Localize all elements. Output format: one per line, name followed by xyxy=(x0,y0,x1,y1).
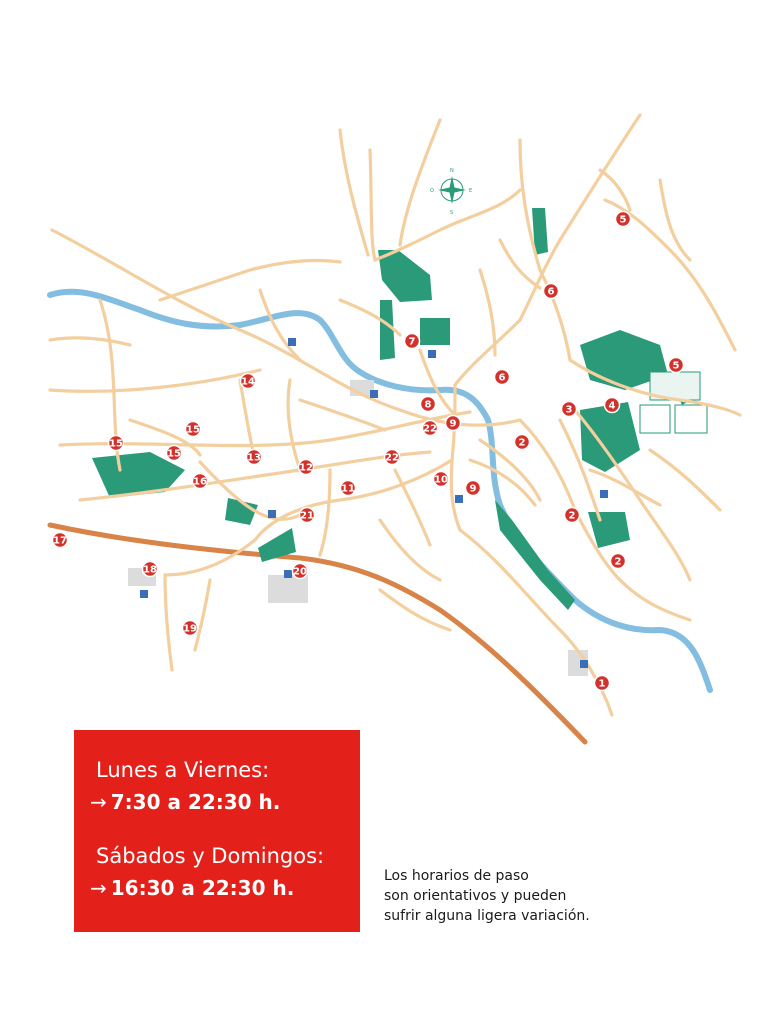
bus-stop-number: 12 xyxy=(299,462,313,474)
bus-stop-number: 15 xyxy=(109,438,123,450)
bus-stop-16 xyxy=(193,474,208,489)
bus-stop-number: 14 xyxy=(241,376,255,388)
bus-stop-2 xyxy=(611,554,626,569)
bus-stop-8 xyxy=(421,397,436,412)
bus-stop-11 xyxy=(341,481,356,496)
bus-stop-number: 3 xyxy=(565,404,573,416)
bus-stop-15 xyxy=(109,436,124,451)
bus-stop-number: 20 xyxy=(293,566,307,578)
compass-n: N xyxy=(450,168,454,174)
bus-stop-number: 4 xyxy=(608,400,616,412)
weekdays-hours-row xyxy=(90,790,280,814)
bus-stop-1 xyxy=(595,676,610,691)
bus-stop-5 xyxy=(616,212,631,227)
bus-stop-6 xyxy=(544,284,559,299)
bus-stop-number: 2 xyxy=(614,556,622,568)
bus-stop-number: 9 xyxy=(449,418,457,430)
bus-stop-5 xyxy=(669,358,684,373)
compass-s: S xyxy=(450,210,454,216)
bus-stop-22 xyxy=(385,450,400,465)
bus-stop-number: 16 xyxy=(193,476,207,488)
bus-stop-9 xyxy=(466,481,481,496)
bus-stop-number: 2 xyxy=(568,510,576,522)
bus-stop-15 xyxy=(167,446,182,461)
bus-stop-2 xyxy=(565,508,580,523)
bus-stop-number: 10 xyxy=(434,474,448,486)
highway xyxy=(50,525,585,742)
note-line-2: son orientativos y pueden xyxy=(384,888,567,904)
bus-stop-number: 22 xyxy=(385,452,399,464)
bus-stop-14 xyxy=(241,374,256,389)
bus-stop-13 xyxy=(247,450,262,465)
bus-stop-number: 11 xyxy=(341,483,355,495)
bus-stop-6 xyxy=(495,370,510,385)
bus-stop-number: 21 xyxy=(300,510,314,522)
road-network xyxy=(50,115,740,715)
bus-stop-4 xyxy=(605,398,620,413)
bus-stop-number: 13 xyxy=(247,452,261,464)
schedule-box xyxy=(74,730,360,932)
weekend-hours-row xyxy=(90,876,294,900)
compass-o: O xyxy=(430,188,434,194)
note-line-1: Los horarios de paso xyxy=(384,868,529,884)
arrow-right-icon: → xyxy=(90,876,107,900)
bus-stop-number: 6 xyxy=(498,372,506,384)
bus-stop-3 xyxy=(562,402,577,417)
bus-stop-21 xyxy=(300,508,315,523)
bus-stop-number: 2 xyxy=(518,437,526,449)
schedule-disclaimer xyxy=(384,866,590,926)
bus-stop-number: 5 xyxy=(619,214,627,226)
bus-stop-number: 8 xyxy=(424,399,432,411)
weekend-hours: 16:30 a 22:30 h. xyxy=(110,876,295,900)
bus-stop-number: 7 xyxy=(408,336,416,348)
bus-stop-number: 5 xyxy=(672,360,680,372)
weekend-label: Sábados y Domingos: xyxy=(96,844,325,868)
bus-stop-number: 22 xyxy=(423,423,437,435)
bus-stop-15 xyxy=(186,422,201,437)
bus-stop-20 xyxy=(293,564,308,579)
arrow-right-icon: → xyxy=(90,790,107,814)
compass-e: E xyxy=(469,188,473,194)
bus-stop-18 xyxy=(143,562,158,577)
bus-stop-number: 15 xyxy=(186,424,200,436)
bus-stop-2 xyxy=(515,435,530,450)
bus-stop-12 xyxy=(299,460,314,475)
bus-stop-number: 19 xyxy=(183,623,197,635)
bus-stop-number: 6 xyxy=(547,286,555,298)
compass-rose xyxy=(430,168,472,216)
weekdays-label: Lunes a Viernes: xyxy=(96,758,270,782)
bus-stop-number: 18 xyxy=(143,564,157,576)
bus-stop-10 xyxy=(434,472,449,487)
bus-stop-7 xyxy=(405,334,420,349)
bus-stop-17 xyxy=(53,533,68,548)
bus-stop-22 xyxy=(423,421,438,436)
bus-stop-number: 15 xyxy=(167,448,181,460)
bus-stop-number: 17 xyxy=(53,535,67,547)
weekdays-hours: 7:30 a 22:30 h. xyxy=(110,790,281,814)
note-line-3: sufrir alguna ligera variación. xyxy=(384,908,590,924)
bus-stop-9 xyxy=(446,416,461,431)
bus-stop-number: 9 xyxy=(469,483,477,495)
bus-stop-19 xyxy=(183,621,198,636)
bus-stop-number: 1 xyxy=(598,678,606,690)
